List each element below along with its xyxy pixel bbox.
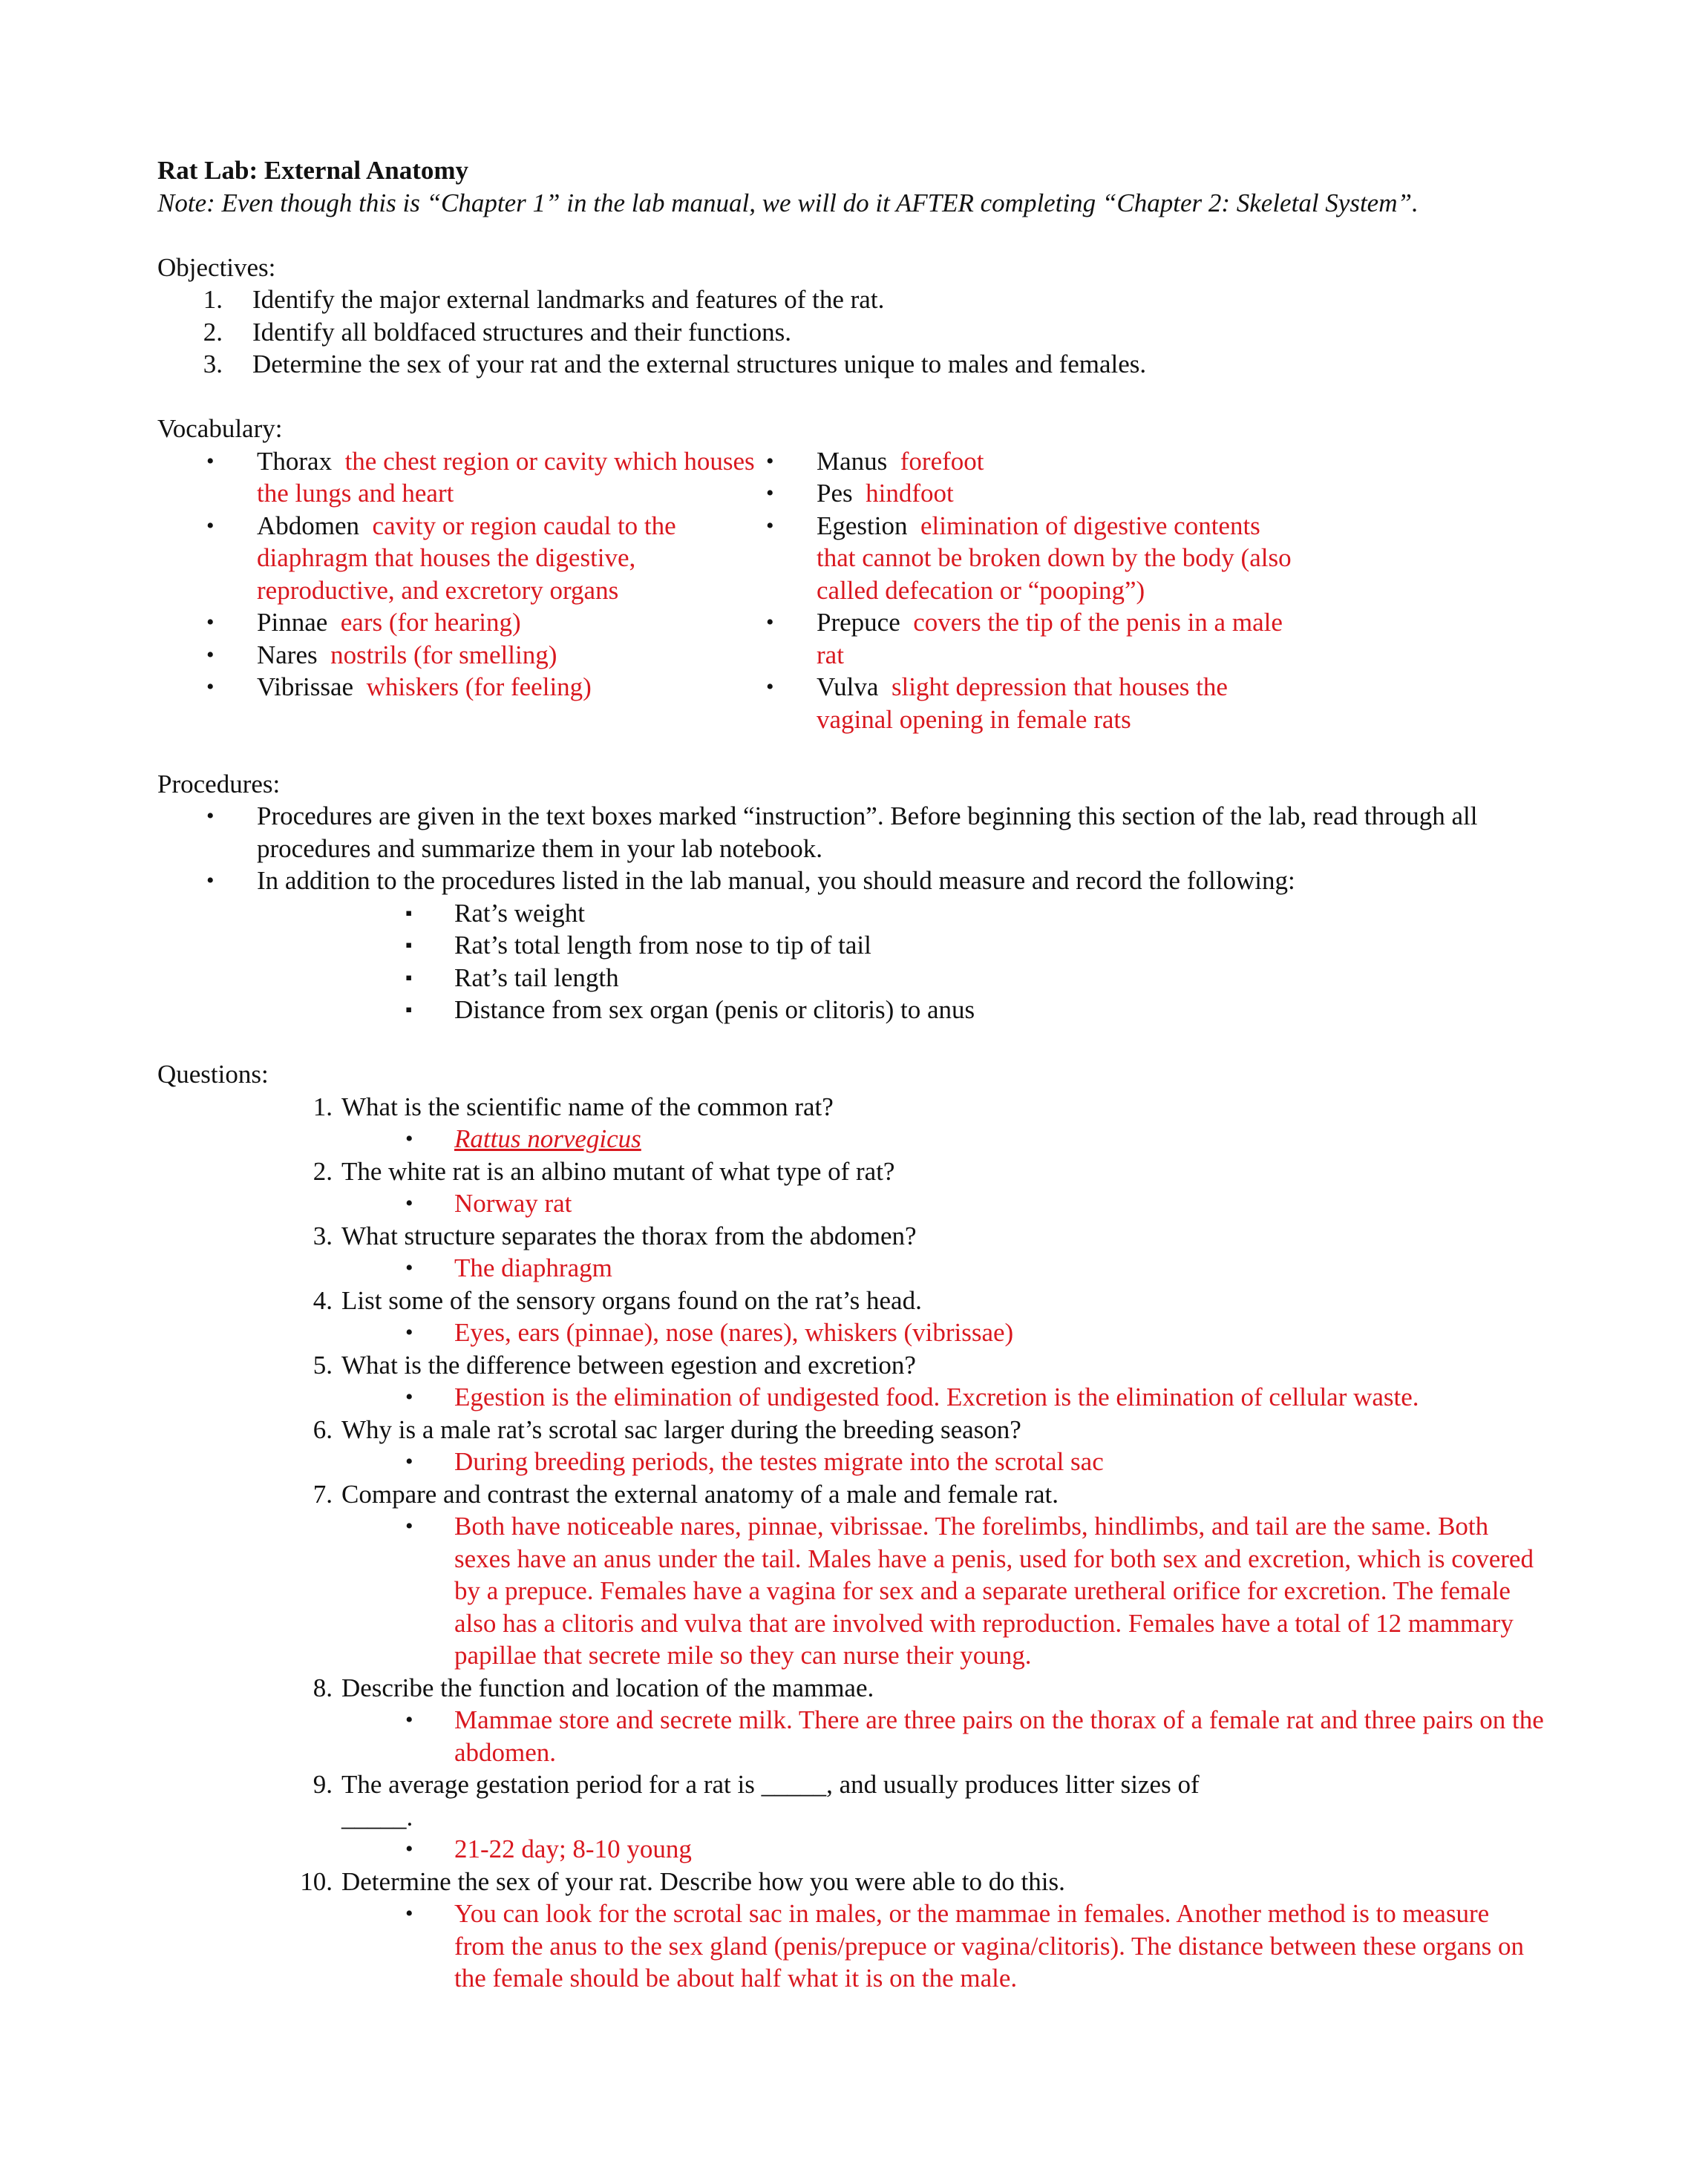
measurement-item: ▪ Rat’s tail length (405, 963, 619, 992)
procedure-item: • Procedures are given in the text boxes marked “instruction”. Before beginning this section of the lab, read through all procedures and summarize them in your lab notebook. (206, 801, 1478, 863)
question: 7. Compare and contrast the external anatomy of a male and female rat. (313, 1479, 1059, 1509)
answer: • Mammae store and secrete milk. There are three pairs on the thorax of a female rat and three pairs on the abdomen. (405, 1705, 1544, 1767)
objectives-heading: Objectives: (157, 252, 276, 282)
question: 10. Determine the sex of your rat. Describe how you were able to do this. (300, 1866, 1065, 1896)
vocabulary-right-column (766, 445, 1301, 736)
vocab-item: • Egestion elimination of digestive contents that cannot be broken down by the body (also called defecation or “pooping”) (766, 511, 1292, 605)
question: 2. The white rat is an albino mutant of what type of rat? (313, 1156, 895, 1186)
vocab-item: • Nares nostrils (for smelling) (206, 640, 557, 669)
questions-list (157, 1091, 1545, 1995)
question: 9. The average gestation period for a rat is _____, and usually produces litter sizes of _____. (313, 1770, 1200, 1832)
measurement-item: ▪ Distance from sex organ (penis or clitoris) to anus (405, 995, 975, 1024)
answer: • During breeding periods, the testes migrate into the scrotal sac (405, 1447, 1104, 1476)
measurement-item: ▪ Rat’s total length from nose to tip of tail (405, 931, 871, 960)
question: 6. Why is a male rat’s scrotal sac larger during the breeding season? (313, 1414, 1021, 1444)
answer: • Both have noticeable nares, pinnae, vibrissae. The forelimbs, hindlimbs, and tail are the same. Both sexes have an anus under the tail. Males have a penis, used for both sex and excretion, which is covered by a prepuce. Females have a vagina for sex and a separate uretheral orifice for excretion. The female also has a clitoris and vulva that are involved with reproduction. Females have a total of 12 mammary papillae that secrete mile so they can nurse their young. (405, 1512, 1534, 1670)
objective-item: 1. Identify the major external landmarks and features of the rat. (203, 285, 885, 314)
answer: • Egestion is the elimination of undigested food. Excretion is the elimination of cellular waste. (405, 1383, 1419, 1411)
question: 4. List some of the sensory organs found on the rat’s head. (313, 1285, 922, 1315)
vocab-item: • Vulva slight depression that houses the vaginal opening in female rats (766, 672, 1228, 734)
measurement-item: ▪ Rat’s weight (405, 898, 585, 928)
document-title: Rat Lab: External Anatomy (157, 156, 469, 185)
question: 3. What structure separates the thorax from the abdomen? (313, 1221, 917, 1250)
vocab-item: • Thorax the chest region or cavity which houses the lungs and heart (206, 446, 755, 508)
vocabulary-heading: Vocabulary: (157, 414, 283, 443)
question: 5. What is the difference between egestion and excretion? (313, 1350, 916, 1380)
answer: • Norway rat (405, 1189, 572, 1218)
vocab-item: • Pes hindfoot (766, 479, 954, 508)
objectives-list (157, 283, 1545, 381)
question: 8. Describe the function and location of the mammae. (313, 1673, 874, 1702)
answer: • Rattus norvegicus (405, 1124, 641, 1153)
answer: • The diaphragm (405, 1253, 612, 1282)
questions-heading: Questions: (157, 1060, 269, 1089)
document-page (157, 154, 1545, 1995)
vocab-item: • Prepuce covers the tip of the penis in a male rat (766, 608, 1283, 669)
vocab-item: • Vibrissae whiskers (for feeling) (206, 672, 592, 701)
answer: • You can look for the scrotal sac in males, or the mammae in females. Another method is to measure from the anus to the sex gland (penis/prepuce or vagina/clitoris). The distance between these organs on the female should be about half what it is on the male. (405, 1899, 1525, 1993)
vocabulary-columns (157, 445, 1545, 736)
question: 1. What is the scientific name of the common rat? (313, 1092, 834, 1121)
document-note: Note: Even though this is “Chapter 1” in the lab manual, we will do it AFTER completing “Chapter 2: Skeletal System”. (157, 188, 1419, 217)
objective-item: 3. Determine the sex of your rat and the external structures unique to males and females. (203, 350, 1147, 378)
vocabulary-left-column (157, 445, 766, 736)
procedure-item: • In addition to the procedures listed in the lab manual, you should measure and record the following: (206, 866, 1295, 895)
procedures-heading: Procedures: (157, 769, 281, 798)
answer: • 21-22 day; 8-10 young (405, 1834, 692, 1863)
objective-item: 2. Identify all boldfaced structures and their functions. (203, 317, 792, 347)
answer: • Eyes, ears (pinnae), nose (nares), whiskers (vibrissae) (405, 1318, 1014, 1347)
vocab-item: • Manus forefoot (766, 446, 984, 476)
vocab-item: • Pinnae ears (for hearing) (206, 608, 521, 637)
vocab-item: • Abdomen cavity or region caudal to the diaphragm that houses the digestive, reproductive, and excretory organs (206, 511, 676, 605)
